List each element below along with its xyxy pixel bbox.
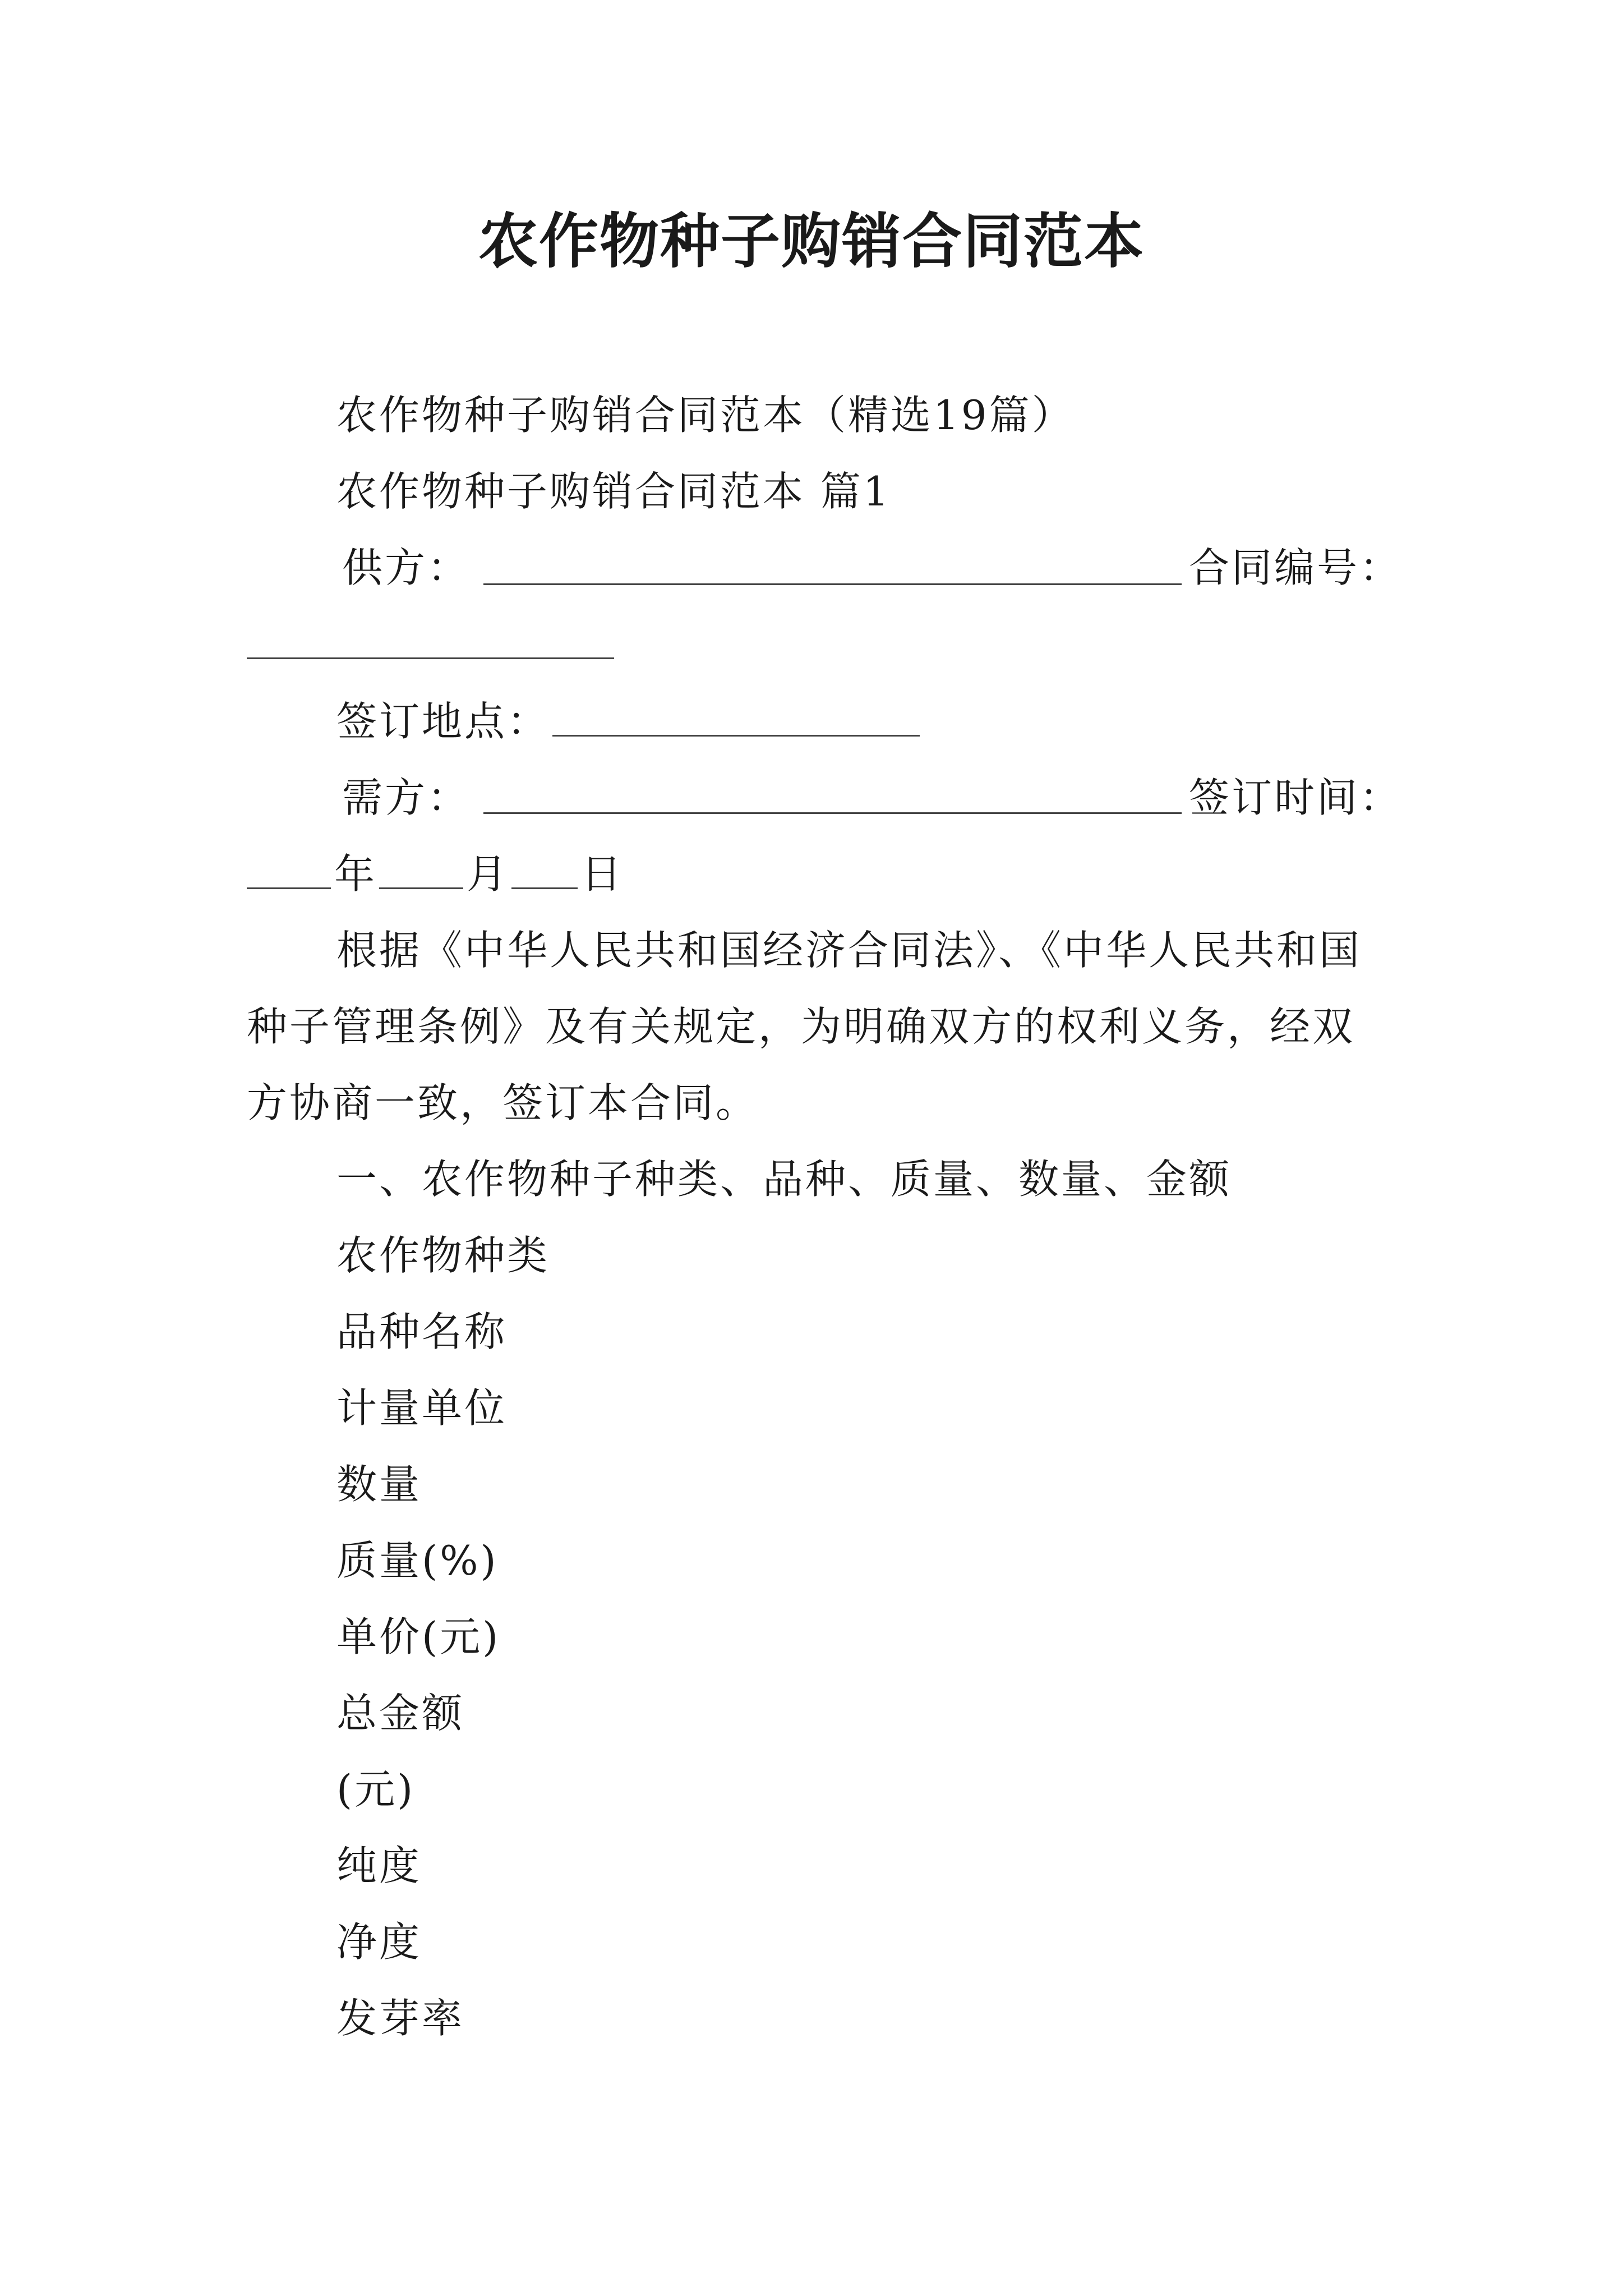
supplier-label: 供方： [342,544,471,591]
contract-no-label: 合同编号： [1189,544,1403,591]
sign-place-label: 签订地点： [336,698,550,745]
document-title: 农作物种子购销合同范本 [478,206,1145,276]
month-blank [379,886,463,889]
list-item: 数量 [336,1461,422,1508]
intro-line-2: 种子管理条例》及有关规定，为明确双方的权利义务，经双 [247,1003,1355,1050]
intro-line-3: 方协商一致，签订本合同。 [247,1079,759,1126]
list-item: 计量单位 [336,1384,508,1432]
list-item: 单价(元) [336,1613,501,1660]
buyer-blank [483,811,1182,814]
day-blank [511,886,578,889]
year-blank [247,886,331,889]
date-year: 年 [334,850,377,898]
intro-line-1: 根据《中华人民共和国经济合同法》、《中华人民共和国 [336,927,1362,974]
list-item: 净度 [336,1918,422,1966]
date-month: 月 [467,850,510,898]
section-heading: 农作物种子购销合同范本 篇1 [336,468,891,515]
buyer-label: 需方： [342,774,471,821]
supplier-blank [483,582,1182,585]
list-item: (元) [336,1766,416,1813]
clause-1-heading: 一、农作物种子种类、品种、质量、数量、金额 [336,1156,1232,1203]
sign-place-blank [552,734,920,737]
sign-time-label: 签订时间： [1189,774,1403,821]
list-item: 总金额 [336,1690,465,1737]
date-day: 日 [581,850,624,898]
contract-no-blank [247,656,614,659]
list-item: 纯度 [336,1842,422,1889]
list-item: 品种名称 [336,1308,508,1355]
list-item: 发芽率 [336,1995,465,2042]
list-item: 质量(%) [336,1537,499,1584]
document-subtitle: 农作物种子购销合同范本（精选19篇） [336,392,1075,439]
list-item: 农作物种类 [336,1232,550,1279]
